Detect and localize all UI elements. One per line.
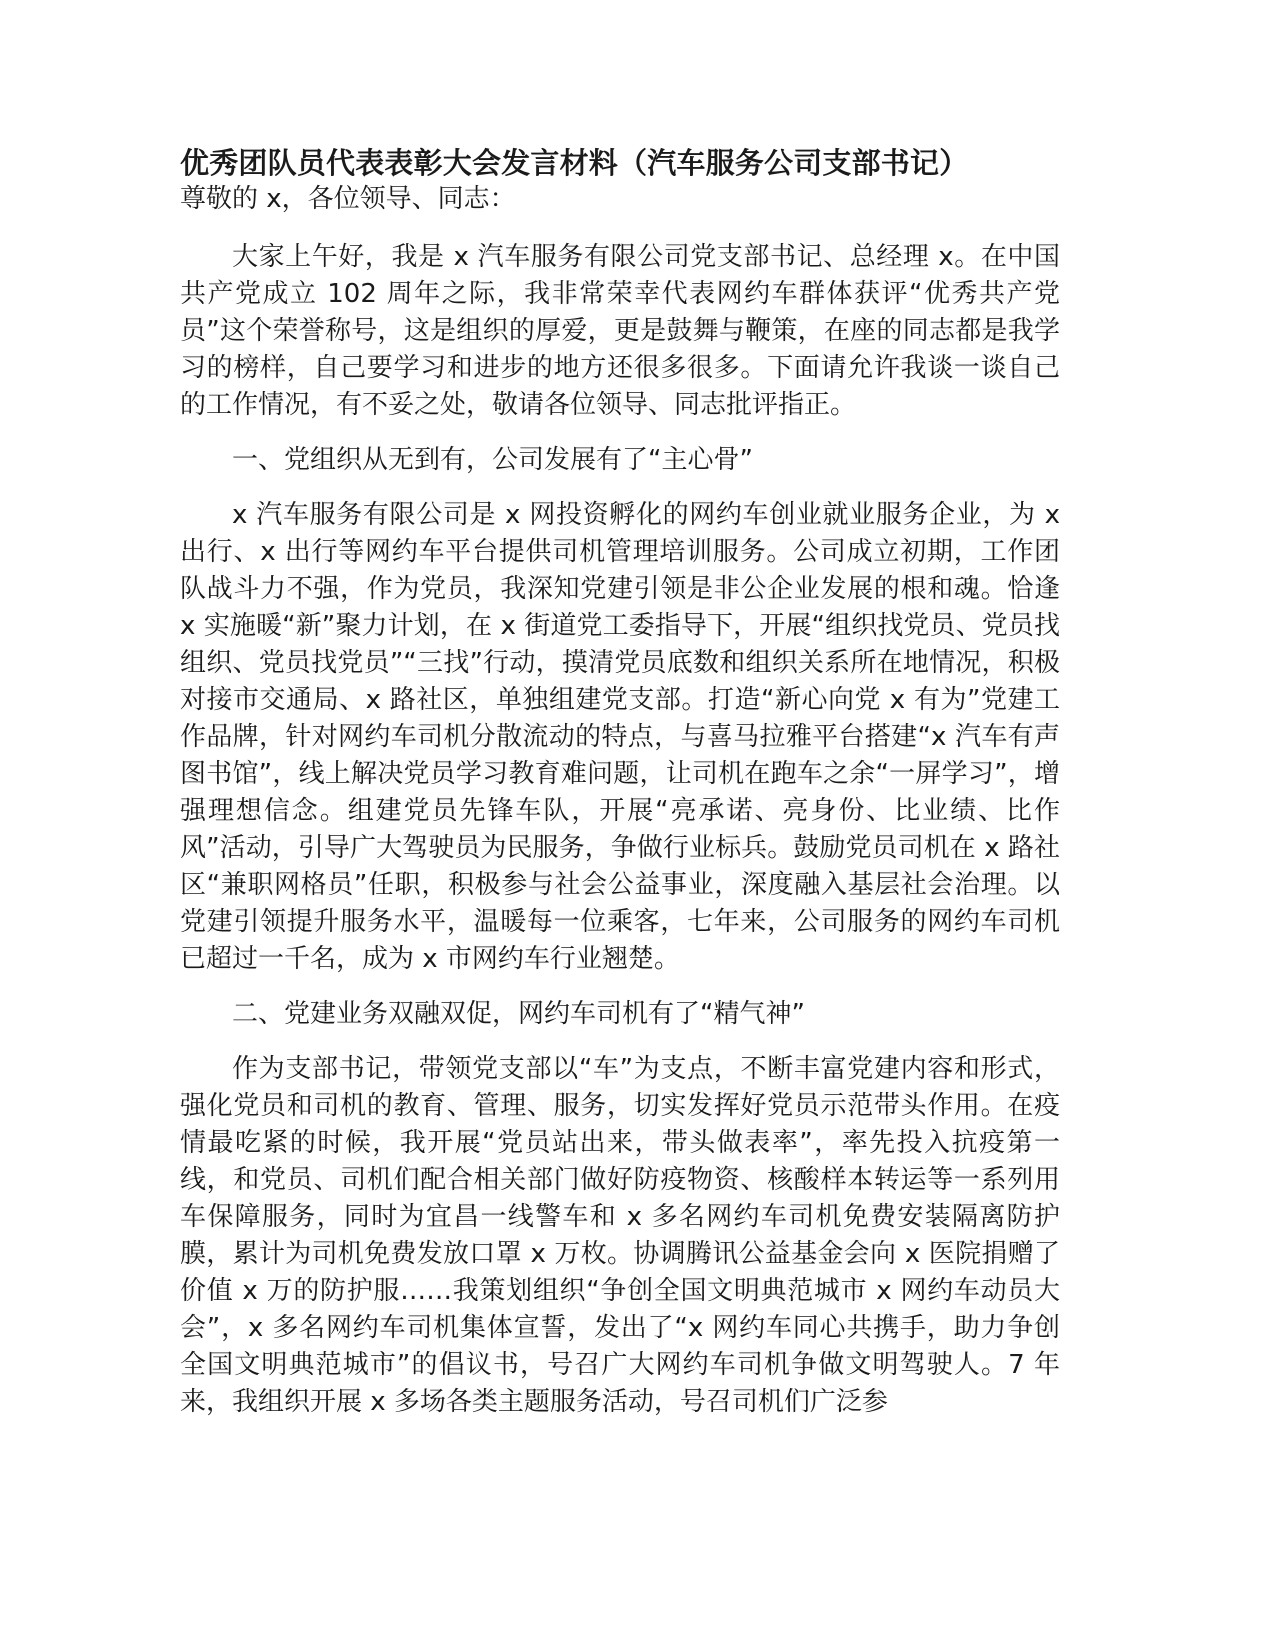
document-title: 优秀团队员代表表彰大会发言材料（汽车服务公司支部书记） — [180, 146, 969, 180]
section-1-heading: 一、党组织从无到有，公司发展有了“主心骨” — [232, 445, 753, 475]
intro-paragraph: 大家上午好，我是 x 汽车服务有限公司党支部书记、总经理 x。在中国共产党成立 102 周年之际，我非常荣幸代表网约车群体获评“优秀共产党员”这个荣誉称号，这是组织的厚爱，更是鼓舞与鞭策，在座的同志都是我学习的榜样，自己要学习和进步的地方还很多很多。下面请允许我谈一谈自己的工作情况，有不妥之处，敬请各位领导、同志批评指正。 — [180, 242, 1060, 420]
salutation: 尊敬的 x，各位领导、同志： — [180, 184, 516, 214]
document-page — [180, 143, 1060, 1439]
document-body — [180, 239, 1060, 1421]
section-2-paragraph: 作为支部书记，带领党支部以“车”为支点，不断丰富党建内容和形式，强化党员和司机的教育、管理、服务，切实发挥好党员示范带头作用。在疫情最吃紧的时候，我开展“党员站出来，带头做表率”，率先投入抗疫第一线，和党员、司机们配合相关部门做好防疫物资、核酸样本转运等一系列用车保障服务，同时为宜昌一线警车和 x 多名网约车司机免费安装隔离防护膜，累计为司机免费发放口罩 x 万枚。协调腾讯公益基金会向 x 医院捐赠了价值 x 万的防护服……我策划组织“争创全国文明典范城市 x 网约车动员大会”，x 多名网约车司机集体宣誓，发出了“x 网约车同心共携手，助力争创全国文明典范城市”的倡议书，号召广大网约车司机争做文明驾驶人。7 年来，我组织开展 x 多场各类主题服务活动，号召司机们广泛参 — [180, 1054, 1060, 1417]
section-1-paragraph: x 汽车服务有限公司是 x 网投资孵化的网约车创业就业服务企业，为 x 出行、x 出行等网约车平台提供司机管理培训服务。公司成立初期，工作团队战斗力不强，作为党员，我深知党建引领是非公企业发展的根和魂。恰逢 x 实施暖“新”聚力计划，在 x 街道党工委指导下，开展“组织找党员、党员找组织、党员找党员”“三找”行动，摸清党员底数和组织关系所在地情况，积极对接市交通局、x 路社区，单独组建党支部。打造“新心向党 x 有为”党建工作品牌，针对网约车司机分散流动的特点，与喜马拉雅平台搭建“x 汽车有声图书馆”，线上解决党员学习教育难问题，让司机在跑车之余“一屏学习”，增强理想信念。组建党员先锋车队，开展“亮承诺、亮身份、比业绩、比作风”活动，引导广大驾驶员为民服务，争做行业标兵。鼓励党员司机在 x 路社区“兼职网格员”任职，积极参与社会公益事业，深度融入基层社会治理。以党建引领提升服务水平，温暖每一位乘客，七年来，公司服务的网约车司机已超过一千名，成为 x 市网约车行业翘楚。 — [180, 500, 1060, 974]
section-2-heading: 二、党建业务双融双促，网约车司机有了“精气神” — [232, 999, 805, 1029]
